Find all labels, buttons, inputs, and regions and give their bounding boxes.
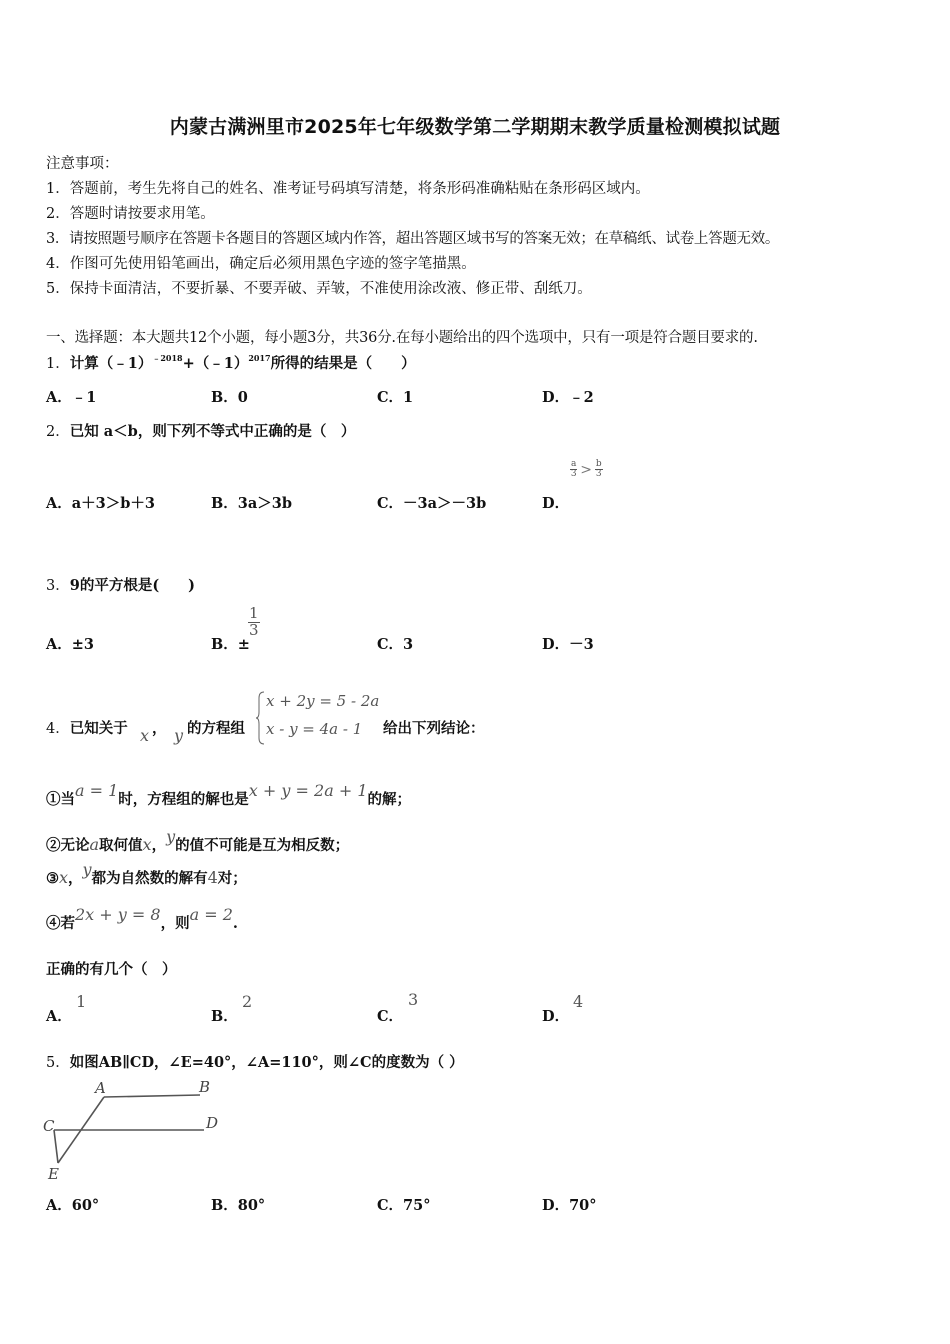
q4-option-a: A． bbox=[46, 1008, 72, 1025]
q4-text-b: 的方程组 bbox=[187, 720, 245, 737]
q4-var-x: x bbox=[140, 726, 150, 745]
question-3 bbox=[46, 574, 195, 595]
page-title: 内蒙古满洲里市2025年七年级数学第二学期期末教学质量检测模拟试题 bbox=[169, 116, 781, 138]
q4-option-a-value: 1 bbox=[76, 992, 87, 1011]
q3-option-a: A．±3 bbox=[46, 636, 94, 653]
notice-item-3: 3．请按照题号顺序在答题卡各题目的答题区域内作答，超出答题区域书写的答案无效；在草稿纸、试卷上答题无效。 bbox=[46, 231, 780, 247]
q1-text-c: 所得的结果是（ ） bbox=[270, 355, 416, 372]
q4-text-a: 已知关于 bbox=[69, 720, 128, 737]
q2-option-c: C．－3a＞－3b bbox=[377, 495, 487, 512]
math-expression: x bbox=[59, 868, 69, 887]
q5-option-c: C．75° bbox=[377, 1197, 431, 1214]
q2-text: 已知 a＜b，则下列不等式中正确的是（ ） bbox=[69, 423, 356, 440]
question-number: 2． bbox=[46, 424, 70, 440]
q2-option-b: B．3a＞3b bbox=[211, 495, 292, 512]
q3-option-c: C．3 bbox=[377, 636, 414, 653]
conclusion-4: ④若2x + y = 8，则a = 2. bbox=[46, 905, 238, 932]
section-heading: 一、选择题：本大题共12个小题，每小题3分，共36分.在每小题给出的四个选项中，只有一项是符合题目要求的. bbox=[46, 330, 758, 346]
equation-1: x + 2y = 5 - 2a bbox=[266, 692, 380, 710]
q4-var-y: y bbox=[174, 726, 184, 745]
q2-option-a: A．a＋3＞b＋3 bbox=[46, 495, 155, 512]
q3-option-b-fraction bbox=[248, 606, 260, 639]
conclusion-1: ①当a = 1时，方程组的解也是x + y = 2a + 1的解； bbox=[46, 781, 411, 808]
math-expression: 4 bbox=[207, 868, 218, 887]
notice-item-1: 1．答题前，考生先将自己的姓名、准考证号码填写清楚，将条形码准确粘贴在条形码区域内。 bbox=[46, 181, 650, 197]
q4-text-c: 给出下列结论： bbox=[383, 720, 485, 737]
question-4 bbox=[46, 717, 128, 738]
notice-item-5: 5．保持卡面清洁，不要折暴、不要弄破、弄皱，不准使用涂改液、修正带、刮纸刀。 bbox=[46, 281, 592, 297]
label-d: D bbox=[206, 1114, 219, 1132]
q5-option-a: A．60° bbox=[46, 1197, 100, 1214]
q1-text-b: +（﹣1） bbox=[182, 355, 249, 372]
q1-text-a: 计算（﹣1） bbox=[69, 355, 153, 372]
equation-system bbox=[256, 690, 386, 746]
geometry-figure bbox=[40, 1075, 230, 1185]
conclusion-3: ③x，y都为自然数的解有4对； bbox=[46, 860, 247, 887]
q4-option-b: B． bbox=[211, 1008, 238, 1025]
notice-item-4: 4．作图可先使用铅笔画出，确定后必须用黑色字迹的签字笔描黑。 bbox=[46, 256, 476, 272]
label-a: A bbox=[95, 1079, 106, 1097]
question-number: 3． bbox=[46, 578, 70, 594]
math-expression: a = 2 bbox=[189, 905, 233, 924]
left-brace-icon bbox=[256, 690, 266, 746]
q5-option-b: B．80° bbox=[211, 1197, 266, 1214]
label-e: E bbox=[48, 1165, 59, 1183]
q3-option-d: D．－3 bbox=[542, 636, 594, 653]
notice-heading: 注意事项： bbox=[46, 156, 119, 172]
q3-option-b: B．± bbox=[211, 636, 250, 653]
equation-2: x - y = 4a - 1 bbox=[266, 720, 363, 738]
q4-option-b-value: 2 bbox=[242, 992, 253, 1011]
fraction: $\frac{1}{3}$ bbox=[249, 604, 259, 639]
math-expression: y bbox=[166, 827, 176, 846]
notice-item-2: 2．答题时请按要求用笔。 bbox=[46, 206, 215, 222]
q1-option-d: D．﹣2 bbox=[542, 389, 594, 406]
question-1 bbox=[46, 352, 416, 373]
q1-option-b: B．0 bbox=[211, 389, 248, 406]
q5-option-d: D．70° bbox=[542, 1197, 597, 1214]
q4-ask: 正确的有几个（ ） bbox=[46, 961, 177, 978]
q2-option-d-expression bbox=[570, 460, 603, 480]
label-b: B bbox=[199, 1078, 211, 1096]
math-expression: a = 1 bbox=[75, 781, 119, 800]
label-c: C bbox=[43, 1117, 55, 1135]
question-number: 5． bbox=[46, 1055, 70, 1071]
greater-than-sign: > bbox=[580, 461, 592, 478]
question-number: 1． bbox=[46, 356, 70, 372]
q4-option-d-value: 4 bbox=[573, 992, 584, 1011]
q1-option-a: A．﹣1 bbox=[46, 389, 97, 406]
conclusion-2: ②无论a取何值x，y的值不可能是互为相反数； bbox=[46, 827, 350, 854]
q5-text: 如图AB∥CD，∠E=40°，∠A=110°，则∠C的度数为（ ） bbox=[69, 1054, 464, 1071]
math-expression: 2x + y = 8 bbox=[75, 905, 161, 924]
q2-option-d: D． bbox=[542, 495, 570, 512]
q3-text: 9的平方根是( ) bbox=[69, 577, 196, 594]
q4-option-d: D． bbox=[542, 1008, 570, 1025]
fraction: $\frac{a}{3}$ bbox=[570, 459, 577, 480]
question-5 bbox=[46, 1051, 464, 1072]
q1-exponent-a: ﹣2018 bbox=[152, 353, 183, 363]
math-expression: x bbox=[142, 835, 152, 854]
math-expression: x + y = 2a + 1 bbox=[248, 781, 368, 800]
question-number: 4． bbox=[46, 721, 70, 737]
line-ab bbox=[104, 1095, 200, 1097]
q4-option-c: C． bbox=[377, 1008, 404, 1025]
fraction: $\frac{b}{3}$ bbox=[595, 459, 602, 480]
question-2 bbox=[46, 420, 355, 441]
q1-exponent-b: 2017 bbox=[248, 353, 271, 363]
q4-comma: ， bbox=[152, 720, 167, 737]
q4-option-c-value: 3 bbox=[408, 990, 419, 1009]
math-expression: a bbox=[89, 835, 100, 854]
line-ce bbox=[54, 1130, 58, 1163]
math-expression: y bbox=[82, 860, 92, 879]
q1-option-c: C．1 bbox=[377, 389, 414, 406]
